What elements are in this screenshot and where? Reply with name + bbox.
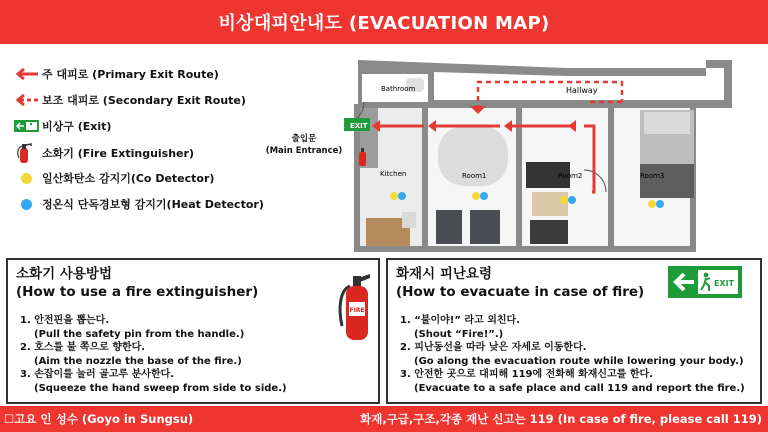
kitchen-co-detector — [390, 192, 398, 200]
legend-co-detector — [14, 170, 214, 186]
room2-label: Room2 — [558, 172, 583, 180]
room1-label: Room1 — [462, 172, 487, 180]
extinguisher-step-1-en: (Pull the safety pin from the handle.) — [34, 328, 245, 340]
extinguisher-step-1-ko: 1. 안전핀을 뽑는다. — [20, 315, 110, 326]
evacuation-title-en: (How to evacuate in case of fire) — [396, 284, 645, 300]
evacuation-steps — [400, 314, 745, 396]
room2-shelf — [530, 220, 568, 244]
header-bar — [0, 0, 768, 44]
plan-exit-sign-icon — [344, 118, 370, 131]
extinguisher-step-2-ko: 2. 호스를 불 쪽으로 향한다. — [20, 342, 146, 354]
room3-co-detector — [648, 200, 656, 208]
evacuation-step-3-en: (Evacuate to a safe place and call 119 and report the fire.) — [414, 382, 745, 394]
footer-left-text: ☐고요 인 성수 (Goyo in Sungsu) — [4, 412, 194, 426]
primary-route-arrow-icon — [14, 68, 40, 80]
extinguisher-step-3-en: (Squeeze the hand sweep from side to side.) — [34, 382, 287, 394]
room3-label: Room3 — [640, 172, 665, 180]
room1-co-detector — [472, 192, 480, 200]
legend-extinguisher — [14, 142, 194, 164]
legend-heat-label: 정온식 단독경보형 감지기(Heat Detector) — [42, 198, 264, 211]
legend-co-label: 일산화탄소 감지기(Co Detector) — [42, 172, 215, 185]
entrance-label-en: (Main Entrance) — [265, 146, 343, 156]
evacuation-step-3-ko: 3. 안전한 곳으로 대피해 119에 전화해 화재신고를 한다. — [400, 369, 653, 381]
room2-heat-detector — [568, 196, 576, 204]
hallway-label: Hallway — [566, 86, 598, 95]
legend-primary-route — [14, 66, 219, 82]
extinguisher-step-3-ko: 3. 손잡이를 눌러 골고루 분사한다. — [20, 369, 175, 381]
legend-exit-label: 비상구 (Exit) — [42, 120, 112, 133]
extinguisher-instructions-panel — [6, 258, 380, 404]
fire-extinguisher-icon — [14, 142, 34, 164]
co-detector-icon — [21, 173, 32, 184]
large-exit-sign-icon — [668, 266, 742, 298]
bathroom-label: Bathroom — [381, 85, 416, 93]
heat-detector-icon — [21, 199, 32, 210]
plan-exit-text: EXIT — [350, 122, 368, 130]
extinguisher-steps — [20, 314, 287, 396]
room1-chair-right — [470, 210, 500, 244]
extinguisher-fire-label: FIRE — [349, 307, 365, 314]
footer-bar — [0, 406, 768, 432]
legend-primary-label: 주 대피로 (Primary Exit Route) — [42, 68, 219, 81]
room2-co-detector — [560, 196, 568, 204]
entrance-label-ko: 출입문 — [291, 134, 317, 144]
room1-heat-detector — [480, 192, 488, 200]
exit-sign-icon — [14, 119, 40, 133]
room1-chair-left — [436, 210, 462, 244]
evacuation-step-1-ko: 1. “불이야!” 라고 외친다. — [400, 315, 520, 326]
secondary-route-arrow-icon — [14, 94, 40, 106]
kitchen-heat-detector — [398, 192, 406, 200]
footer-right-text: 화재,구급,구조,각종 재난 신고는 119 (In case of fire, please call 119) — [360, 412, 762, 426]
legend-secondary-route — [14, 92, 246, 108]
evacuation-step-1-en: (Shout “Fire!”.) — [414, 328, 504, 340]
floor-plan — [344, 52, 740, 258]
evacuation-step-2-ko: 2. 피난동선을 따라 낮은 자세로 이동한다. — [400, 342, 587, 354]
main-entrance-label — [262, 133, 346, 157]
legend-heat-detector — [14, 196, 264, 212]
evacuation-step-2-en: (Go along the evacuation route while lowering your body.) — [414, 355, 744, 367]
extinguisher-title-en: (How to use a fire extinguisher) — [16, 284, 259, 300]
legend-exit — [14, 118, 111, 134]
legend-extinguisher-label: 소화기 (Fire Extinguisher) — [42, 147, 194, 160]
extinguisher-title-ko: 소화기 사용방법 — [16, 266, 112, 282]
large-fire-extinguisher-icon — [336, 268, 378, 344]
legend-secondary-label: 보조 대피로 (Secondary Exit Route) — [42, 94, 246, 107]
kitchen-label: Kitchen — [380, 170, 407, 178]
page-title: 비상대피안내도 (EVACUATION MAP) — [218, 13, 550, 34]
exit-sign-text: EXIT — [713, 279, 735, 288]
extinguisher-step-2-en: (Aim the nozzle the base of the fire.) — [34, 355, 242, 367]
evacuation-instructions-panel — [386, 258, 762, 404]
evacuation-title-ko: 화재시 피난요령 — [396, 266, 492, 282]
room3-heat-detector — [656, 200, 664, 208]
room2-bench — [532, 192, 568, 216]
